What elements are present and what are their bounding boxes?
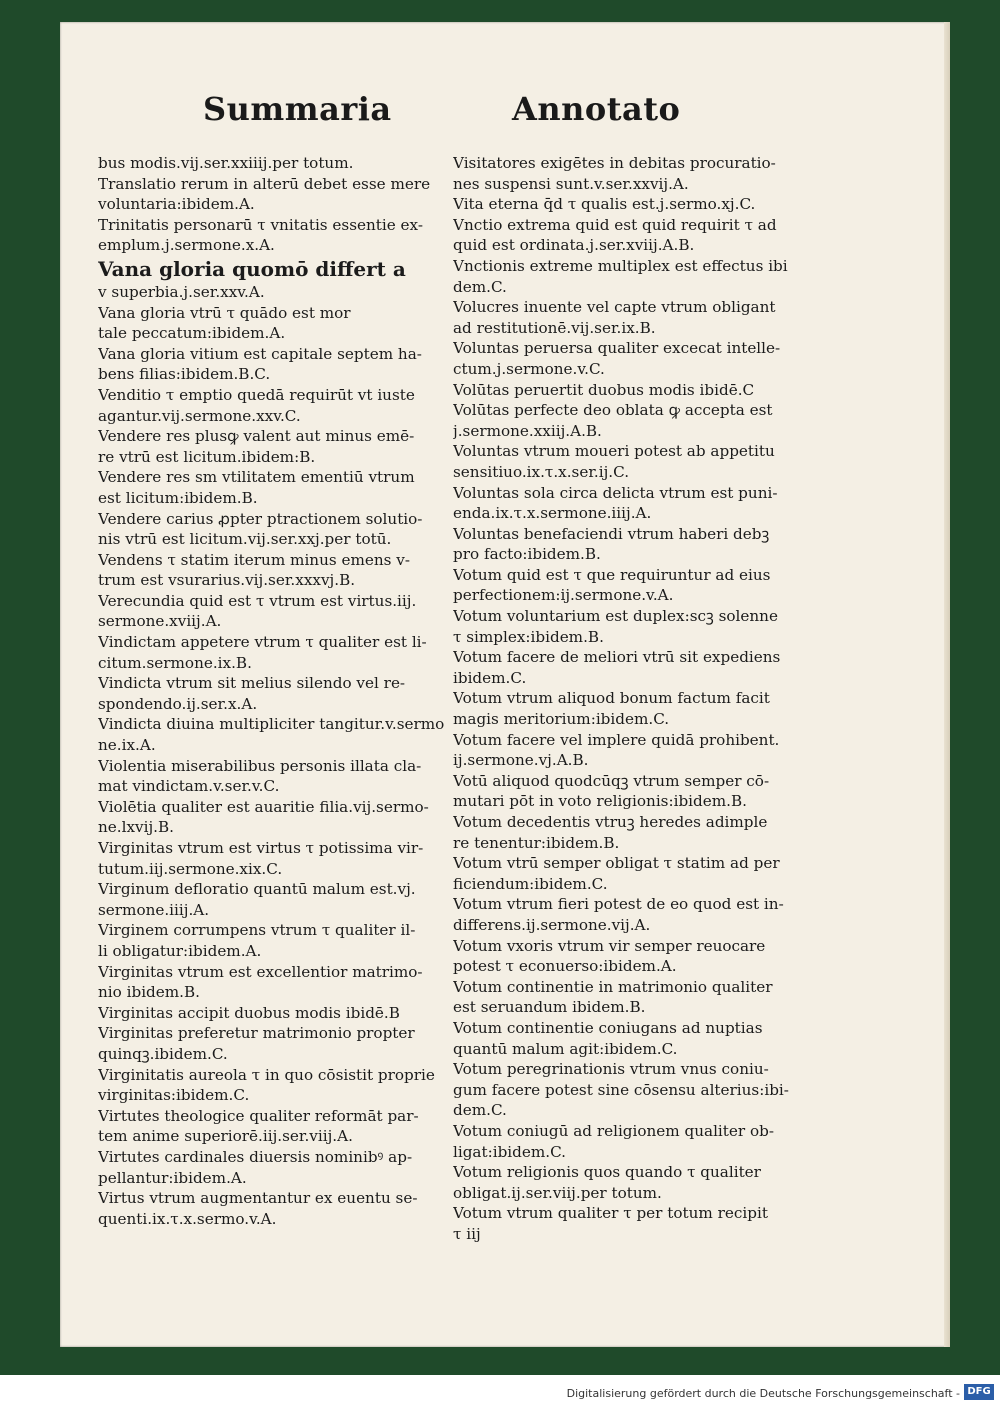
index-line: Virginitas accipit duobus modis ibidē.B xyxy=(98,1003,400,1022)
running-head-right: Annotato xyxy=(512,90,681,128)
index-line: Vita eterna q̄d τ qualis est.j.sermo.xj.C. xyxy=(453,195,756,214)
index-line: mutari pōt in voto religionis:ibidem.B. xyxy=(453,792,747,811)
index-line: potest τ econuerso:ibidem.A. xyxy=(453,957,677,976)
index-line: Vana gloria vitium est capitale septem ha- xyxy=(98,344,422,363)
index-line: Violentia miserabilibus personis illata cla- xyxy=(98,756,422,775)
index-line: emplum.j.sermone.x.A. xyxy=(98,236,275,255)
index-line: Vnctio extrema quid est quid requirit τ ad xyxy=(453,215,777,234)
index-line: Votum vxoris vtrum vir semper reuocare xyxy=(453,936,766,955)
index-line: est seruandum ibidem.B. xyxy=(453,998,646,1017)
index-line: Virginitas vtrum est excellentior matrimo- xyxy=(98,962,423,981)
index-line: ibidem.C. xyxy=(453,668,527,687)
index-line: ctum.j.sermone.v.C. xyxy=(453,359,605,378)
index-line: Votum decedentis vtruꝫ heredes adimple xyxy=(453,813,768,831)
index-line: virginitas:ibidem.C. xyxy=(98,1086,250,1105)
index-line: li obligatur:ibidem.A. xyxy=(98,941,262,960)
index-line: Visitatores exigētes in debitas procuratio- xyxy=(453,154,776,172)
index-line: ad restitutionē.vij.ser.ix.B. xyxy=(453,318,656,337)
index-line: Virginitas preferetur matrimonio propter xyxy=(98,1024,415,1043)
index-line: Vendens τ statim iterum minus emens v- xyxy=(98,550,410,569)
index-line: quid est ordinata.j.ser.xviij.A.B. xyxy=(453,236,695,255)
index-line: Vindictam appetere vtrum τ qualiter est li- xyxy=(98,633,427,652)
index-line: bens filias:ibidem.B.C. xyxy=(98,365,271,384)
index-line: quinqꝫ.ibidem.C. xyxy=(98,1044,228,1063)
index-line: tutum.iij.sermone.xix.C. xyxy=(98,859,283,878)
index-line: Vindicta vtrum sit melius silendo vel re- xyxy=(98,674,406,693)
index-line: Virtutes cardinales diuersis nominibꝰ ap- xyxy=(98,1147,413,1166)
index-line: Virginum defloratio quantū malum est.vj. xyxy=(98,880,416,899)
index-line: bus modis.vij.ser.xxiiij.per totum. xyxy=(98,154,354,172)
index-line: j.sermone.xxiij.A.B. xyxy=(453,421,602,440)
index-line: Virtus vtrum augmentantur ex euentu se- xyxy=(98,1189,418,1208)
index-line: trum est vsurarius.vij.ser.xxxvj.B. xyxy=(98,571,356,590)
left-column xyxy=(98,153,490,1229)
running-head-left: Summaria xyxy=(203,90,392,128)
index-line: Vindicta diuina multipliciter tangitur.v.sermo xyxy=(98,715,445,734)
index-line: nis vtrū est licitum.vij.ser.xxj.per totū. xyxy=(98,530,392,549)
index-line: agantur.vij.sermone.xxv.C. xyxy=(98,406,301,425)
dfg-logo: DFG xyxy=(964,1384,994,1400)
index-line: magis meritorium:ibidem.C. xyxy=(453,710,670,729)
index-line: Votum voluntarium est duplex:scꝫ solenne xyxy=(453,607,778,626)
index-line: pellantur:ibidem.A. xyxy=(98,1168,247,1187)
index-line: Votum vtrum fieri potest de eo quod est in- xyxy=(453,895,784,914)
index-line: Virginitas vtrum est virtus τ potissima vir- xyxy=(98,839,424,857)
index-line: Volūtas perfecte deo oblata ꝙ accepta est xyxy=(453,401,773,420)
index-line: v superbia.j.ser.xxv.A. xyxy=(98,282,265,301)
index-line: Votum peregrinationis vtrum vnus coniu- xyxy=(453,1060,769,1079)
index-line: Votum coniugū ad religionem qualiter ob- xyxy=(453,1121,774,1140)
index-line: τ simplex:ibidem.B. xyxy=(453,627,604,646)
index-line: sensitiuo.ix.τ.x.ser.ij.C. xyxy=(453,462,630,481)
index-line: re vtrū est licitum.ibidem:B. xyxy=(98,447,316,466)
index-line: dem.C. xyxy=(453,277,507,296)
index-line: Translatio rerum in alterū debet esse mere xyxy=(98,174,431,193)
footer-credit: Digitalisierung gefördert durch die Deutsche Forschungsgemeinschaft - xyxy=(566,1387,960,1400)
index-line: nio ibidem.B. xyxy=(98,983,200,1002)
index-line: Vana gloria quomō differt a xyxy=(98,256,406,281)
index-line: pro facto:ibidem.B. xyxy=(453,545,601,564)
index-line: Vana gloria vtrū τ quādo est mor xyxy=(98,303,351,322)
index-line: ne.ix.A. xyxy=(98,736,156,755)
index-line: spondendo.ij.ser.x.A. xyxy=(98,694,258,713)
index-line: Virginem corrumpens vtrum τ qualiter il- xyxy=(98,921,416,940)
index-line: mat vindictam.v.ser.v.C. xyxy=(98,777,280,796)
index-line: Votū aliquod quodcūqꝫ vtrum semper cō- xyxy=(453,771,770,790)
index-line: Vnctionis extreme multiplex est effectus ibi xyxy=(453,256,788,275)
index-line: Votum continentie coniugans ad nuptias xyxy=(453,1018,763,1037)
index-line: ficiendum:ibidem.C. xyxy=(453,874,608,893)
index-line: Votum vtrum qualiter τ per totum recipit xyxy=(453,1204,768,1223)
index-line: Voluntas peruersa qualiter excecat intelle- xyxy=(453,339,781,358)
index-line: Virtutes theologice qualiter reformāt par- xyxy=(98,1106,419,1125)
index-line: perfectionem:ij.sermone.v.A. xyxy=(453,586,674,605)
index-line: Votum vtrū semper obligat τ statim ad per xyxy=(453,854,780,873)
page-edge xyxy=(944,22,950,1347)
index-line: obligat.ij.ser.viij.per totum. xyxy=(453,1183,662,1202)
index-line: Trinitatis personarū τ vnitatis essentie ex- xyxy=(98,215,423,234)
index-line: Votum continentie in matrimonio qualiter xyxy=(453,977,773,996)
index-line: Votum facere vel implere quidā prohibent. xyxy=(453,730,780,749)
index-line: Votum vtrum aliquod bonum factum facit xyxy=(453,689,770,708)
index-line: est licitum:ibidem.B. xyxy=(98,488,258,507)
index-line: differens.ij.sermone.vij.A. xyxy=(453,915,651,934)
index-line: ij.sermone.vj.A.B. xyxy=(453,751,589,770)
index-line: tale peccatum:ibidem.A. xyxy=(98,324,286,343)
index-line: Vendere carius ꝓpter ptractionem solutio- xyxy=(98,509,423,528)
index-line: Votum facere de meliori vtrū sit expediens xyxy=(453,648,781,667)
index-line: voluntaria:ibidem.A. xyxy=(98,195,255,214)
index-line: Volucres inuente vel capte vtrum obligant xyxy=(453,298,776,317)
index-line: citum.sermone.ix.B. xyxy=(98,653,252,672)
index-line: Virginitatis aureola τ in quo cōsistit proprie xyxy=(98,1065,435,1084)
index-line: sermone.iiij.A. xyxy=(98,900,210,919)
index-line: nes suspensi sunt.v.ser.xxvij.A. xyxy=(453,174,689,193)
footer-bar xyxy=(0,1375,1000,1407)
index-line: Violētia qualiter est auaritie filia.vij.sermo- xyxy=(98,797,429,816)
index-line: Votum religionis quos quando τ qualiter xyxy=(453,1163,761,1182)
index-line: Volūtas peruertit duobus modis ibidē.C xyxy=(453,380,755,399)
index-line: τ iij xyxy=(453,1224,481,1243)
index-line: sermone.xviij.A. xyxy=(98,612,222,631)
index-line: quenti.ix.τ.x.sermo.v.A. xyxy=(98,1209,277,1228)
index-line: Votum quid est τ que requiruntur ad eius xyxy=(453,565,771,584)
index-line: enda.ix.τ.x.sermone.iiij.A. xyxy=(453,504,652,523)
index-line: tem anime superiorē.iij.ser.viij.A. xyxy=(98,1127,353,1146)
index-line: gum facere potest sine cōsensu alterius:ibi- xyxy=(453,1080,789,1099)
index-line: Vendere res sm vtilitatem ementiū vtrum xyxy=(98,468,415,487)
index-line: ligat:ibidem.C. xyxy=(453,1142,566,1161)
index-line: Voluntas vtrum moueri potest ab appetitu xyxy=(453,442,775,461)
index-line: quantū malum agit:ibidem.C. xyxy=(453,1039,678,1058)
index-line: Vendere res plusꝙ valent aut minus emē- xyxy=(98,427,415,446)
index-line: dem.C. xyxy=(453,1101,507,1120)
index-line: Venditio τ emptio quedā requirūt vt iuste xyxy=(98,385,415,404)
index-line: ne.lxvij.B. xyxy=(98,818,174,837)
right-column xyxy=(453,153,833,1244)
book-page xyxy=(60,22,950,1347)
index-line: Voluntas benefaciendi vtrum haberi debꝫ xyxy=(453,524,770,543)
index-line: re tenentur:ibidem.B. xyxy=(453,833,620,852)
index-line: Verecundia quid est τ vtrum est virtus.iij. xyxy=(98,591,417,610)
index-line: Voluntas sola circa delicta vtrum est puni- xyxy=(453,483,778,502)
